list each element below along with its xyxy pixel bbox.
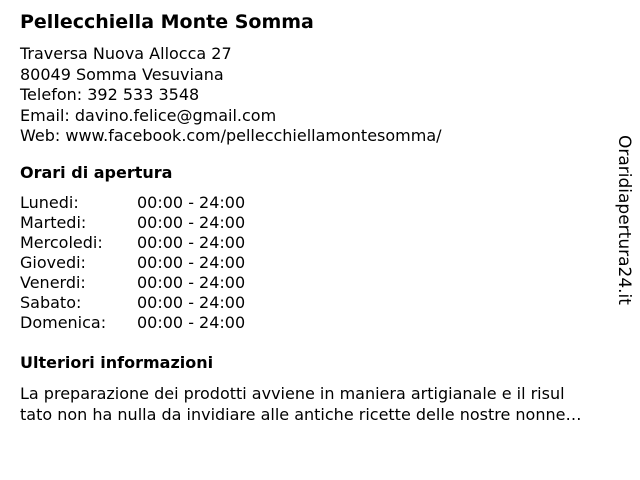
- hours-day: Giovedi:: [20, 253, 86, 272]
- phone-number: Telefon: 392 533 3548: [20, 85, 200, 104]
- hours-day: Domenica:: [20, 313, 107, 332]
- hours-time: 00:00 - 24:00: [137, 233, 246, 252]
- hours-day: Mercoledi:: [20, 233, 103, 252]
- address-city: 80049 Somma Vesuviana: [20, 64, 224, 84]
- hours-day: Martedi:: [20, 213, 87, 232]
- hours-day: Venerdi:: [20, 273, 86, 292]
- watermark-text: Oraridiapertura24.it: [614, 135, 634, 305]
- email-address: Email: davino.felice@gmail.com: [20, 105, 277, 125]
- hours-time: 00:00 - 24:00: [137, 213, 246, 232]
- hours-time: 00:00 - 24:00: [137, 313, 246, 332]
- description-line: La preparazione dei prodotti avviene in maniera artigianale e il risul: [20, 384, 565, 403]
- hours-row: [20, 213, 245, 233]
- hours-row: [20, 313, 245, 333]
- additional-info-text: [20, 384, 626, 425]
- hours-time: 00:00 - 24:00: [137, 253, 246, 272]
- additional-info-title: Ulteriori informazioni: [20, 353, 214, 372]
- hours-row: [20, 233, 245, 253]
- business-name: Pellecchiella Monte Somma: [20, 11, 314, 33]
- hours-day: Lunedi:: [20, 193, 79, 212]
- hours-row: [20, 273, 245, 293]
- hours-row: [20, 193, 245, 213]
- watermark: [611, 135, 635, 310]
- hours-row: [20, 253, 245, 273]
- hours-time: 00:00 - 24:00: [137, 273, 246, 292]
- address-street: Traversa Nuova Allocca 27: [20, 44, 232, 63]
- hours-time: 00:00 - 24:00: [137, 193, 246, 212]
- website-url: Web: www.facebook.com/pellecchiellamontesomma/: [20, 126, 442, 145]
- description-line: tato non ha nulla da invidiare alle antiche ricette delle nostre nonne…: [20, 404, 582, 424]
- opening-hours-table: [20, 193, 245, 333]
- hours-row: [20, 293, 245, 313]
- hours-time: 00:00 - 24:00: [137, 293, 246, 312]
- opening-hours-title: Orari di apertura: [20, 163, 173, 182]
- hours-day: Sabato:: [20, 293, 82, 312]
- contact-details: [20, 44, 442, 147]
